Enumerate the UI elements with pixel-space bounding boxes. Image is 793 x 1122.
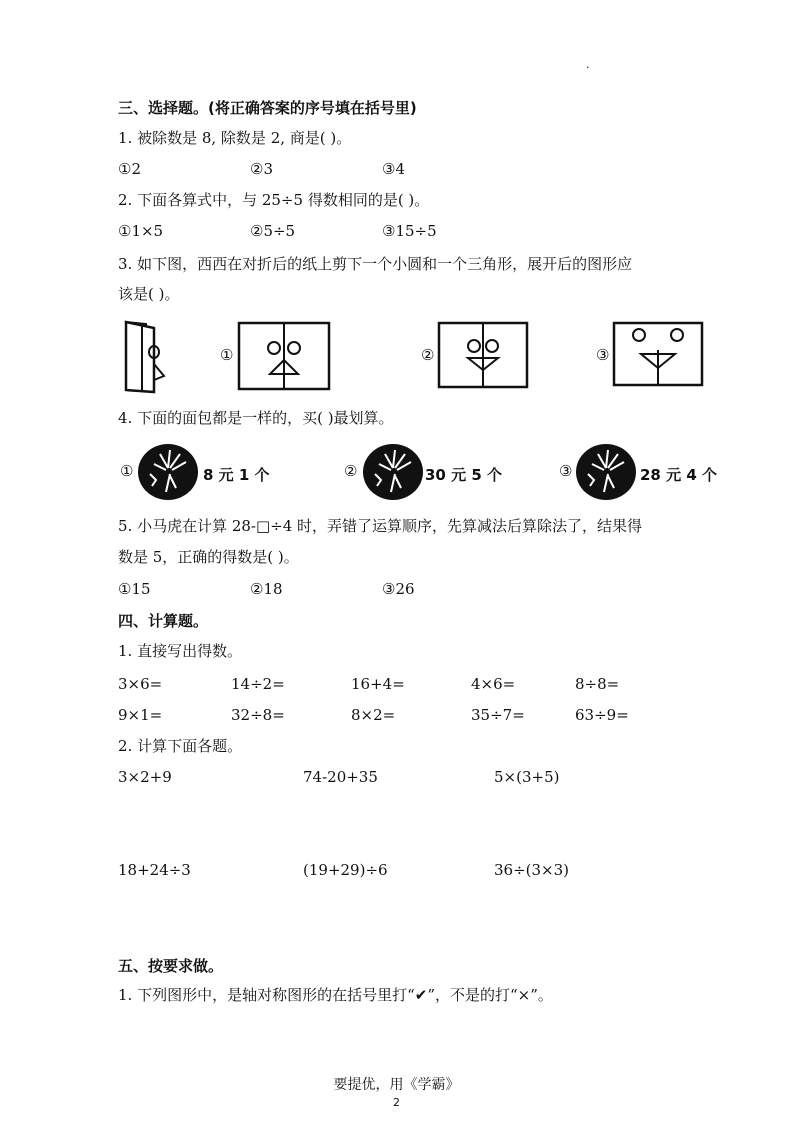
q3-option-1-label[interactable]: ① [220, 346, 234, 364]
calc-item: 35÷7= [471, 706, 525, 724]
calc-item: 14÷2= [231, 675, 285, 693]
calc-expression: 18+24÷3 [118, 861, 191, 879]
section-5-title: 五、按要求做。 [118, 957, 224, 975]
bread-icon [136, 442, 200, 502]
q2-option-1[interactable]: ①1×5 [118, 222, 164, 240]
section-4-title: 四、计算题。 [118, 612, 209, 630]
q1-option-1[interactable]: ①2 [118, 160, 141, 178]
q5-option-1[interactable]: ①15 [118, 580, 151, 598]
q2-option-3[interactable]: ③15÷5 [382, 222, 437, 240]
q2-option-2[interactable]: ②5÷5 [250, 222, 296, 240]
q4-option-1-price: 8 元 1 个 [203, 466, 270, 484]
q3-text-line2: 该是( )。 [118, 285, 180, 303]
q4-option-1-label[interactable]: ① [120, 462, 134, 480]
bread-icon [361, 442, 425, 502]
calc-item: 63÷9= [575, 706, 629, 724]
q4-option-2-label[interactable]: ② [344, 462, 358, 480]
q4-option-3-label[interactable]: ③ [559, 462, 573, 480]
calc-item: 16+4= [351, 675, 405, 693]
calc-part-1-text: 1. 直接写出得数。 [118, 642, 243, 660]
calc-expression: 3×2+9 [118, 768, 172, 786]
q3-option-2-label[interactable]: ② [421, 346, 435, 364]
calc-item: 8×2= [351, 706, 396, 724]
bread-icon [574, 442, 638, 502]
q3-option-1-figure[interactable] [238, 322, 330, 390]
q3-option-3-figure[interactable] [613, 322, 703, 388]
calc-expression: 36÷(3×3) [494, 861, 570, 879]
section-3-title: 三、选择题。(将正确答案的序号填在括号里) [118, 99, 417, 117]
calc-part-2-text: 2. 计算下面各题。 [118, 737, 243, 755]
header-dot: . [586, 58, 590, 71]
q1-option-3[interactable]: ③4 [382, 160, 405, 178]
q3-option-3-label[interactable]: ③ [596, 346, 610, 364]
q5-option-2[interactable]: ②18 [250, 580, 283, 598]
q4-option-2-price: 30 元 5 个 [425, 466, 502, 484]
q1-text: 1. 被除数是 8, 除数是 2, 商是( )。 [118, 129, 352, 147]
q2-text: 2. 下面各算式中，与 25÷5 得数相同的是( )。 [118, 191, 430, 209]
q3-text-line1: 3. 如下图，西西在对折后的纸上剪下一个小圆和一个三角形，展开后的图形应 [118, 255, 633, 273]
calc-item: 9×1= [118, 706, 163, 724]
calc-item: 4×6= [471, 675, 516, 693]
q4-text: 4. 下面的面包都是一样的，买( )最划算。 [118, 409, 394, 427]
q3-option-2-figure[interactable] [438, 322, 528, 390]
calc-item: 32÷8= [231, 706, 285, 724]
footer-slogan: 要提优，用《学霸》 [333, 1077, 460, 1093]
q5-option-3[interactable]: ③26 [382, 580, 415, 598]
folded-paper-figure [120, 318, 180, 398]
q1-option-2[interactable]: ②3 [250, 160, 273, 178]
calc-expression: (19+29)÷6 [303, 861, 388, 879]
calc-expression: 74-20+35 [303, 768, 378, 786]
page-number: 2 [393, 1096, 400, 1109]
calc-item: 8÷8= [575, 675, 620, 693]
q5-text-line2: 数是 5，正确的得数是( )。 [118, 548, 299, 566]
q4-option-3-price: 28 元 4 个 [640, 466, 717, 484]
calc-item: 3×6= [118, 675, 163, 693]
calc-expression: 5×(3+5) [494, 768, 560, 786]
q5-text-line1: 5. 小马虎在计算 28-□÷4 时，弄错了运算顺序，先算减法后算除法了，结果得 [118, 517, 643, 535]
section-5-q1-text: 1. 下列图形中，是轴对称图形的在括号里打“✔”，不是的打“×”。 [118, 986, 553, 1004]
